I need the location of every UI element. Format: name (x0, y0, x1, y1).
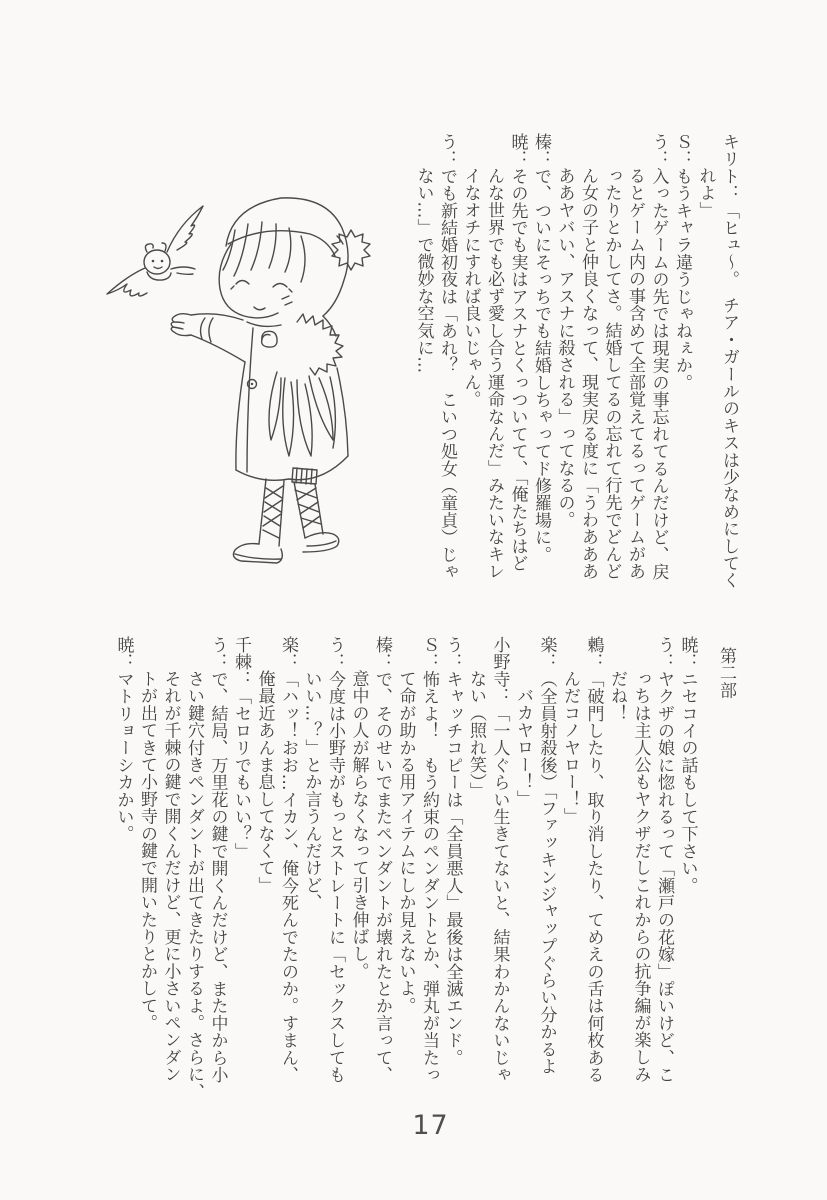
dialogue-line: れよ」 (695, 167, 716, 219)
dialogue-line: う：で、結局、万里花の鍵で開くんだけど、また中から小 (207, 636, 228, 1084)
dialogue-line: ん女の子と仲良くなって、現実戻る度に「うわあああ (578, 167, 598, 580)
dialogue-line: ったりとかしてさ。結婚してるの忘れて行先でどんど (601, 167, 622, 580)
dialogue-line: イなオチにすれば良いじゃん。 (460, 167, 481, 408)
dialogue-line: 小野寺：「一人ぐらい生きてないと、結果わかんないじゃ (489, 636, 510, 1084)
dialogue-line: バカヤロー！」 (513, 687, 533, 808)
dialogue-line: 榛：で、ついにそっちでも結婚しちゃってド修羅場に。 (531, 133, 551, 563)
dialogue-line: 榛：で、そのせいでまたペンダントが壊れたとか言って、 (372, 636, 392, 1084)
section-heading: 第二部 (716, 647, 736, 699)
dialogue-line: いい…？」とか言うんだけど、 (301, 670, 322, 911)
dialogue-line: 暁：マトリョーシカかい。 (113, 636, 134, 843)
dialogue-line: う：入ったゲームの先では現実の事忘れてるんだけど、戻 (648, 133, 669, 581)
dialogue-line: っちは主人公もヤクザだしこれからの抗争編が楽しみ (630, 670, 651, 1083)
dialogue-line: んだコノヤロー！」 (560, 670, 580, 825)
dialogue-line: 俺最近あんま息してなくて」 (254, 670, 275, 894)
dialogue-top-block (411, 133, 740, 633)
dialogue-line: 意中の人が解らなくなって引き伸ばし。 (348, 670, 369, 980)
dialogue-line: て命が助かる用アイテムにしか見えないよ。 (395, 670, 416, 1014)
dialogue-line: トが出てきて小野寺の鍵で開いたりとかして。 (137, 670, 157, 1032)
dialogue-line: るとゲーム内の事含めて全部覚えてるってゲームがあ (625, 167, 645, 580)
dialogue-line: Ｓ：もうキャラ違うじゃねぇか。 (672, 133, 692, 391)
dialogue-line: う：キャッチコピーは「全員悪人」最後は全滅エンド。 (442, 636, 463, 1066)
chibi-illustration (85, 172, 425, 592)
dialogue-line: んな世界でも必ず愛し合う運命なんだ」みたいなキレ (484, 167, 504, 580)
dialogue-line: Ｓ：怖えよ！ もう約束のペンダントとか、弾丸が当たっ (419, 636, 439, 1084)
dialogue-line: ない（照れ笑）」 (466, 670, 486, 800)
dialogue-line: う：でも新結婚初夜は「あれ？ こいつ処女（童貞）じゃ (437, 133, 457, 581)
dialogue-line: ない…」で微妙な空気に… (413, 167, 434, 374)
dialogue-line: 楽：（全員射殺後）「ファッキンジャップぐらい分かるよ (536, 636, 557, 1075)
page-number: 17 (412, 1110, 449, 1141)
winged-creature-drawing (107, 206, 203, 296)
chibi-girl-drawing (171, 198, 370, 563)
dialogue-line: う：今度は小野寺がもっとストレートに「セックスしても (325, 636, 345, 1084)
dialogue-line: さい鍵穴付きペンダントが出てきたりするよ。さらに、 (184, 670, 204, 1100)
dialogue-line: だね！ (607, 670, 627, 722)
dialogue-line: 鶫：「破門したり、取り消したり、てめえの舌は何枚ある (583, 636, 604, 1084)
dialogue-line: 千棘：「セロリでもいい？」 (231, 636, 251, 860)
dialogue-line: 楽：「ハッ！おお…イカン、俺今死んでたのか。すまん、 (278, 636, 298, 1084)
dialogue-line: 暁：ニセコイの話もして下さい。 (677, 636, 698, 894)
dialogue-section2-block (111, 636, 737, 1136)
dialogue-line: それが千棘の鍵で開くんだけど、更に小さいペンダン (160, 670, 181, 1083)
dialogue-line: う：ヤクザの娘に惚れるって「瀬戸の花嫁」ぽいけど、こ (654, 636, 674, 1084)
dialogue-line: 暁：その先でも実はアスナとくっついてて、「俺たちはど (507, 133, 528, 572)
dialogue-line: ああヤバい、アスナに殺される」ってなるの。 (554, 167, 575, 529)
dialogue-line: キリト：「ヒュ～。 チア・ガールのキスは少なめにしてく (719, 133, 739, 589)
